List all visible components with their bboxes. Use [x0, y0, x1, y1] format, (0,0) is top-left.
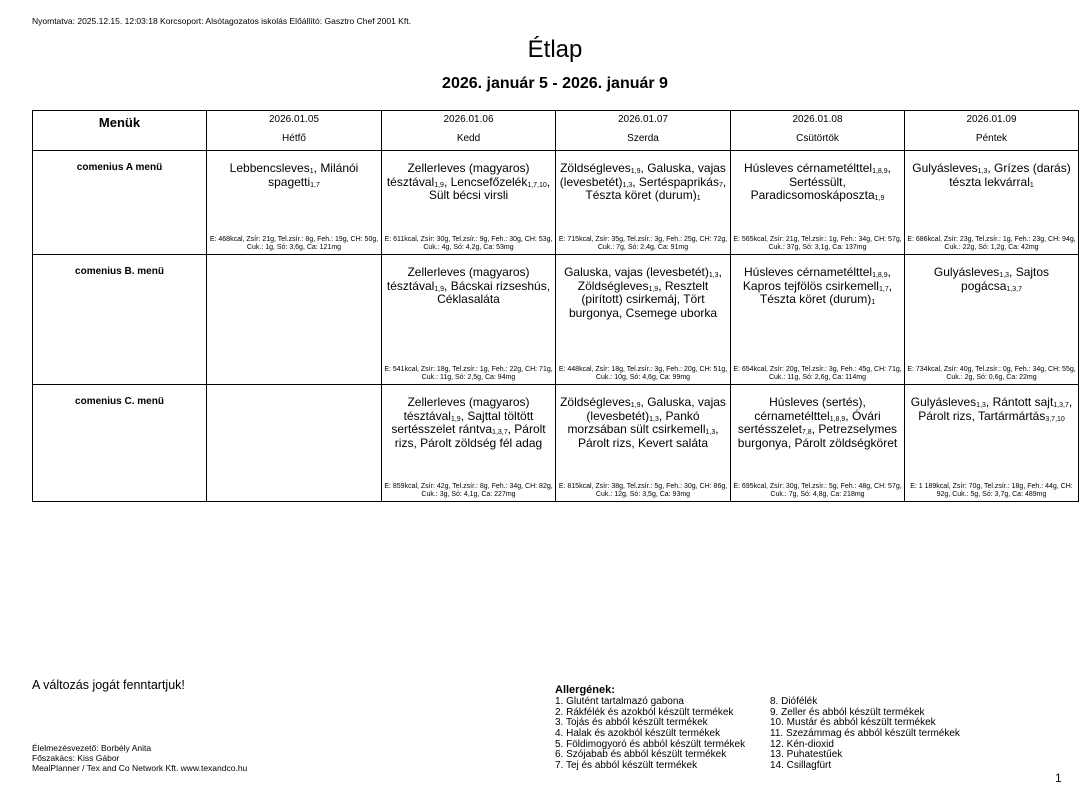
dish-list: Gulyásleves$_{1,3}$, Rántott sajt$_{1,3,7}$, Párolt rizs, Tartármártás$_{3,7,10}$	[910, 395, 1073, 423]
allergen-item: 11. Szezámmag és abból készült termékek	[770, 728, 960, 740]
allergen-codes: 1,9	[434, 181, 444, 189]
allergen-item: 10. Mustár és abból készült termékek	[770, 717, 936, 729]
dish-name: Céklasaláta	[437, 292, 500, 306]
day-header-wednesday	[556, 111, 731, 151]
day-name: Szerda	[627, 133, 659, 144]
dish-name: Tört burgonya	[568, 292, 705, 320]
dish-name: Húsleves cérnametélttel	[744, 265, 873, 279]
menu-cell	[905, 255, 1079, 385]
dish-name: Párolt rizs	[577, 435, 632, 450]
allergen-item: 3. Tojás és abból készült termékek	[555, 717, 708, 729]
nutrition-info: E: 715kcal, Zsír: 35g, Tel.zsír.: 3g, Feh.: 25g, CH: 72g, Cuk.: 7g, Só: 2,4g, Ca: 91mg	[558, 236, 728, 251]
allergen-codes: 1,9	[630, 402, 641, 409]
allergen-codes: 1,3	[622, 181, 633, 189]
day-name: Kedd	[456, 133, 481, 144]
dish-name: Lencsefőzelék	[450, 174, 528, 189]
dish-list: Zöldségleves$_{1,9}$, Galuska, vajas $(levesbetét)_{1,3}$, Sertéspaprikás$_7$, Tészta köret $(durum)_1$	[559, 161, 727, 202]
menu-row	[33, 151, 1079, 255]
allergen-codes: 1,9	[648, 285, 659, 293]
nutrition-info: E: 468kcal, Zsír: 21g, Tel.zsír.: 8g, Feh.: 19g, CH: 50g, Cuk.: 1g, Só: 3,6g, Ca: 121mg	[209, 236, 379, 251]
dish-name: Zellerleves (magyaros) tésztával	[403, 395, 530, 423]
dish-name: Tartármártás	[977, 408, 1046, 423]
menu-row	[33, 385, 1079, 502]
day-date: 2026.01.06	[443, 114, 494, 125]
allergen-codes: 1,3	[649, 415, 659, 423]
allergen-codes: 1,9	[874, 195, 885, 202]
day-date: 2026.01.09	[966, 114, 1017, 125]
allergen-item: 7. Tej és abból készült termékek	[555, 760, 698, 772]
menu-cell-content	[731, 151, 904, 254]
day-date: 2026.01.07	[617, 114, 669, 125]
menu-cell-content	[207, 385, 381, 501]
nutrition-info: E: 859kcal, Zsír: 42g, Tel.zsír.: 8g, Feh.: 34g, CH: 82g, Cuk.: 3g, Só: 4,1g, Ca: 227mg	[384, 483, 553, 498]
menu-cell	[207, 151, 382, 255]
allergen-item: 14. Csillagfürt	[770, 760, 832, 772]
dish-name: Párolt zöldség fél adag	[420, 435, 543, 450]
allergen-item: 12. Kén-dioxid	[770, 738, 834, 750]
dish-name: Húsleves (sertés), cérnametélttel	[754, 395, 866, 423]
menu-cell-content	[382, 151, 555, 254]
dish-name: Galuska, vajas (levesbetét)	[559, 161, 726, 189]
allergen-item: 13. Puhatestűek	[770, 749, 843, 761]
nutrition-info: E: 541kcal, Zsír: 18g, Tel.zsír.: 1g, Feh.: 22g, CH: 71g, Cuk.: 11g, Só: 2,5g, Ca: 94mg	[384, 366, 553, 381]
allergen-codes: 1	[871, 299, 876, 306]
allergen-codes: 1,9	[434, 285, 445, 293]
menu-cell	[556, 151, 731, 255]
menu-cell	[731, 151, 905, 255]
dish-list: Galuska, vajas $(levesbetét)_{1,3}$, Zöldségleves$_{1,9}$, Resztelt (pirított) csirkemáj, Tört burgonya, Csemege uborka	[564, 265, 722, 320]
day-name: Hétfő	[282, 133, 306, 144]
menu-cell	[207, 385, 382, 502]
allergen-codes: 1,9	[630, 168, 641, 175]
page-title: Étlap	[527, 36, 583, 63]
dish-name: Grízes (darás) tészta lekvárral	[949, 161, 1071, 189]
allergen-item: 1. Glutént tartalmazó gabona	[555, 696, 684, 707]
menu-cell-content	[556, 255, 730, 384]
menu-cell-content	[905, 255, 1078, 384]
nutrition-info: E: 611kcal, Zsír: 30g, Tel.zsír.: 9g, Feh.: 30g, CH: 53g, Cuk.: 4g, Só: 4,2g, Ca: 53mg	[384, 236, 553, 251]
dish-name: Galuska, vajas (levesbetét)	[586, 395, 726, 423]
dish-name: Kapros tejfölös csirkemell	[742, 278, 879, 293]
nutrition-info: E: 654kcal, Zsír: 20g, Tel.zsír.: 3g, Feh.: 45g, CH: 71g, Cuk.: 11g, Só: 2,6g, Ca: 114mg	[733, 366, 902, 381]
allergen-codes: 1,3	[976, 402, 986, 409]
menu-row-label: comenius B. menü	[33, 255, 207, 385]
dish-name: Galuska, vajas (levesbetét)	[564, 265, 709, 279]
dish-name: Húsleves cérnametélttel	[744, 161, 873, 175]
date-range: 2026. január 5 - 2026. január 9	[442, 75, 668, 92]
menu-cell-content	[382, 385, 555, 501]
dish-list: Zellerleves (magyaros) tésztával$_{1,9}$, Sajttal töltött sertésszelet rántva$_{1,3,7}$, Párolt rizs, Párolt zöldség fél adag	[391, 395, 546, 450]
dish-list: Lebbencsleves$_1$, Milánói spagetti$_{1,7}$	[229, 161, 359, 189]
nutrition-info: E: 448kcal, Zsír: 18g, Tel.zsír.: 3g, Feh.: 20g, CH: 51g, Cuk.: 10g, Só: 4,6g, Ca: 99mg	[558, 366, 728, 381]
dish-name: Kevert saláta	[637, 435, 709, 450]
allergen-codes: 7	[718, 181, 723, 189]
day-date: 2026.01.05	[268, 114, 320, 125]
menu-cell	[556, 255, 731, 385]
dish-name: Sajtos pogácsa	[961, 265, 1050, 293]
dish-name: Zellerleves (magyaros) tésztával	[386, 265, 530, 293]
allergen-codes: 1,8,9	[872, 272, 888, 279]
nutrition-info: E: 815kcal, Zsír: 38g, Tel.zsír.: 5g, Feh.: 30g, CH: 86g, Cuk.: 12g, Só: 3,5g, Ca: 93mg	[558, 483, 728, 498]
menu-cell	[556, 385, 731, 502]
menu-cell	[905, 385, 1079, 502]
day-header-thursday	[731, 111, 905, 151]
allergen-codes: 1,7	[310, 181, 320, 189]
staff-line: Főszakács: Kiss Gábor	[32, 753, 120, 763]
dish-list: Húsleves cérnametélttel$_{1,8,9}$, Kapros tejfölös csirkemell$_{1,7}$, Tészta köret $(durum)_1$	[742, 265, 893, 306]
dish-name: Tészta köret (durum)	[759, 292, 872, 306]
dish-name: Párolt rizs	[394, 422, 546, 450]
dish-name: Resztelt (pirított) csirkemáj	[581, 278, 709, 306]
menu-row-label: comenius C. menü	[33, 385, 207, 502]
dish-name: Párolt zöldségköret	[794, 435, 898, 450]
allergen-codes: 1,7	[878, 285, 889, 293]
dish-list: Húsleves (sertés), cérnametélttel$_{1,8,9}$, Óvári sertésszelet$_{7,8}$, Petrezselymes burgonya, Párolt zöldségköret	[737, 395, 898, 450]
nutrition-info: E: 565kcal, Zsír: 21g, Tel.zsír.: 1g, Feh.: 34g, CH: 57g, Cuk.: 37g, Só: 3,1g, Ca: 137mg	[733, 236, 902, 251]
allergen-item: 2. Rákfélék és azokból készült termékek	[555, 706, 734, 718]
menu-cell	[382, 385, 556, 502]
nutrition-info: E: 1 189kcal, Zsír: 70g, Tel.zsír.: 18g, Feh.: 44g, CH: 92g, Cuk.: 5g, Só: 3,7g, Ca: 489mg	[910, 483, 1073, 498]
nutrition-info: E: 686kcal, Zsír: 23g, Tel.zsír.: 1g, Feh.: 23g, CH: 94g, Cuk.: 22g, Só: 1,2g, Ca: 42mg	[907, 236, 1076, 251]
dish-name: Rántott sajt	[992, 395, 1054, 409]
header-row	[33, 111, 1079, 151]
allergen-item: 6. Szójabab és abból készült termékek	[555, 749, 727, 761]
menu-cell	[382, 151, 556, 255]
menu-cell-content	[731, 255, 904, 384]
dish-name: Bácskai rizseshús	[450, 278, 547, 293]
allergen-codes: 1,3	[705, 429, 716, 436]
dish-list: Zellerleves (magyaros) tésztával$_{1,9}$, Lencsefőzelék$_{1,7,10}$, Sült bécsi virsli	[386, 161, 551, 202]
menu-cell-content	[905, 385, 1078, 501]
staff-info	[32, 743, 247, 773]
allergen-item: 5. Földimogyoró és abból készült termékek	[555, 738, 746, 750]
allergen-codes: 7,8	[801, 429, 812, 436]
day-header-monday	[207, 111, 382, 151]
dish-name: Sült bécsi virsli	[428, 188, 509, 202]
menu-cell-content	[207, 151, 381, 254]
dish-name: Paradicsomoskáposzta	[750, 188, 875, 202]
allergen-codes: 1,3	[999, 272, 1010, 279]
nutrition-info: E: 695kcal, Zsír: 30g, Tel.zsír.: 5g, Feh.: 48g, CH: 57g, Cuk.: 7g, Só: 4,8g, Ca: 218mg	[733, 483, 902, 498]
change-notice: A változás jogát fenntartjuk!	[32, 678, 185, 692]
allergen-codes: 1,3,7	[492, 429, 508, 436]
menu-cell	[207, 255, 382, 385]
dish-list: Gulyásleves$_{1,3}$, Sajtos pogácsa$_{1,3,7}$	[933, 265, 1050, 293]
menu-cell	[382, 255, 556, 385]
menu-cell-content	[556, 151, 730, 254]
dish-name: Gulyásleves	[912, 161, 978, 175]
allergen-codes: 1,3	[708, 272, 719, 279]
dish-name: Zöldségleves	[560, 161, 631, 175]
menu-cell	[731, 385, 905, 502]
day-date: 2026.01.08	[792, 114, 843, 125]
dish-name: Zöldségleves	[577, 278, 649, 293]
print-info: Nyomtatva: 2025.12.15. 12:03:18 Korcsoport: Alsótagozatos iskolás Előállító: Gasztro Chef 2001 Kft.	[32, 16, 411, 26]
nutrition-info: E: 734kcal, Zsír: 40g, Tel.zsír.: 0g, Feh.: 34g, CH: 55g, Cuk.: 2g, Só: 0,6g, Ca: 22mg	[907, 366, 1076, 381]
day-name: Péntek	[975, 133, 1008, 144]
day-header-tuesday	[382, 111, 556, 151]
day-name: Csütörtök	[796, 133, 839, 144]
dish-list: Zöldségleves$_{1,9}$, Galuska, vajas $(levesbetét)_{1,3}$, Pankó morzsában sült csirkemell$_{1,3}$, Párolt rizs, Kevert saláta	[560, 395, 726, 450]
allergens-title: Allergének:	[555, 684, 615, 696]
dish-name: Zöldségleves	[560, 395, 631, 409]
dish-name: Milánói spagetti	[268, 161, 359, 189]
dish-name: Gulyásleves	[910, 395, 977, 409]
dish-name: Sertéspaprikás	[638, 174, 719, 189]
allergen-codes: 1,8,9	[872, 168, 888, 175]
allergen-codes: 1,3,7	[1053, 402, 1069, 409]
dish-name: Párolt rizs	[918, 408, 972, 423]
allergen-codes: 1	[696, 195, 701, 202]
allergen-item: 4. Halak és azokból készült termékek	[555, 728, 721, 740]
allergen-codes: 1	[1029, 181, 1034, 189]
dish-list: Húsleves cérnametélttel$_{1,8,9}$, Sertéssült, Paradicsomoskáposzta$_{1,9}$	[744, 161, 891, 202]
menu-row	[33, 255, 1079, 385]
dish-name: Sertéssült	[789, 174, 843, 189]
menus-header: Menük	[33, 111, 207, 151]
dish-list: Gulyásleves$_{1,3}$, Grízes (darás) tészta lekvárral$_1$	[912, 161, 1071, 189]
menu-cell	[905, 151, 1079, 255]
allergen-codes: 1,7,10	[527, 181, 547, 189]
allergen-list	[555, 697, 995, 772]
dish-name: Petrezselymes burgonya	[737, 422, 898, 450]
dish-name: Csemege uborka	[625, 305, 718, 320]
menu-table	[32, 110, 1079, 502]
day-header-friday	[905, 111, 1079, 151]
menu-cell-content	[207, 255, 381, 384]
dish-name: Tészta köret (durum)	[585, 188, 697, 202]
allergen-item: 9. Zeller és abból készült termékek	[770, 706, 925, 718]
allergen-codes: 3,7,10	[1045, 415, 1065, 423]
dish-name: Sajttal töltött sertésszelet rántva	[391, 408, 534, 436]
staff-line: MealPlanner / Tex and Co Network Kft. www.texandco.hu	[32, 763, 248, 773]
menu-cell-content	[382, 255, 555, 384]
dish-name: Óvári sertésszelet	[737, 408, 881, 436]
dish-list: Zellerleves (magyaros) tésztával$_{1,9}$, Bácskai rizseshús, Céklasaláta	[386, 265, 551, 306]
dish-name: Pankó morzsában sült csirkemell	[567, 408, 706, 436]
allergen-item: 8. Diófélék	[770, 696, 818, 707]
menu-cell-content	[905, 151, 1078, 254]
allergen-codes: 1,3	[977, 168, 988, 175]
dish-name: Zellerleves (magyaros) tésztával	[386, 161, 530, 189]
menu-cell	[731, 255, 905, 385]
menu-cell-content	[731, 385, 904, 501]
allergen-codes: 1,3,7	[1006, 285, 1022, 293]
dish-name: Lebbencsleves	[229, 161, 310, 175]
staff-line: Élelmezésvezető: Borbély Anita	[32, 743, 152, 753]
allergen-codes: 1,9	[450, 415, 461, 423]
menu-row-label: comenius A menü	[33, 151, 207, 255]
menu-cell-content	[556, 385, 730, 501]
allergen-codes: 1	[309, 168, 314, 175]
page-number: 1	[1055, 771, 1062, 785]
allergen-codes: 1,8,9	[829, 415, 846, 423]
dish-name: Gulyásleves	[933, 265, 1000, 279]
